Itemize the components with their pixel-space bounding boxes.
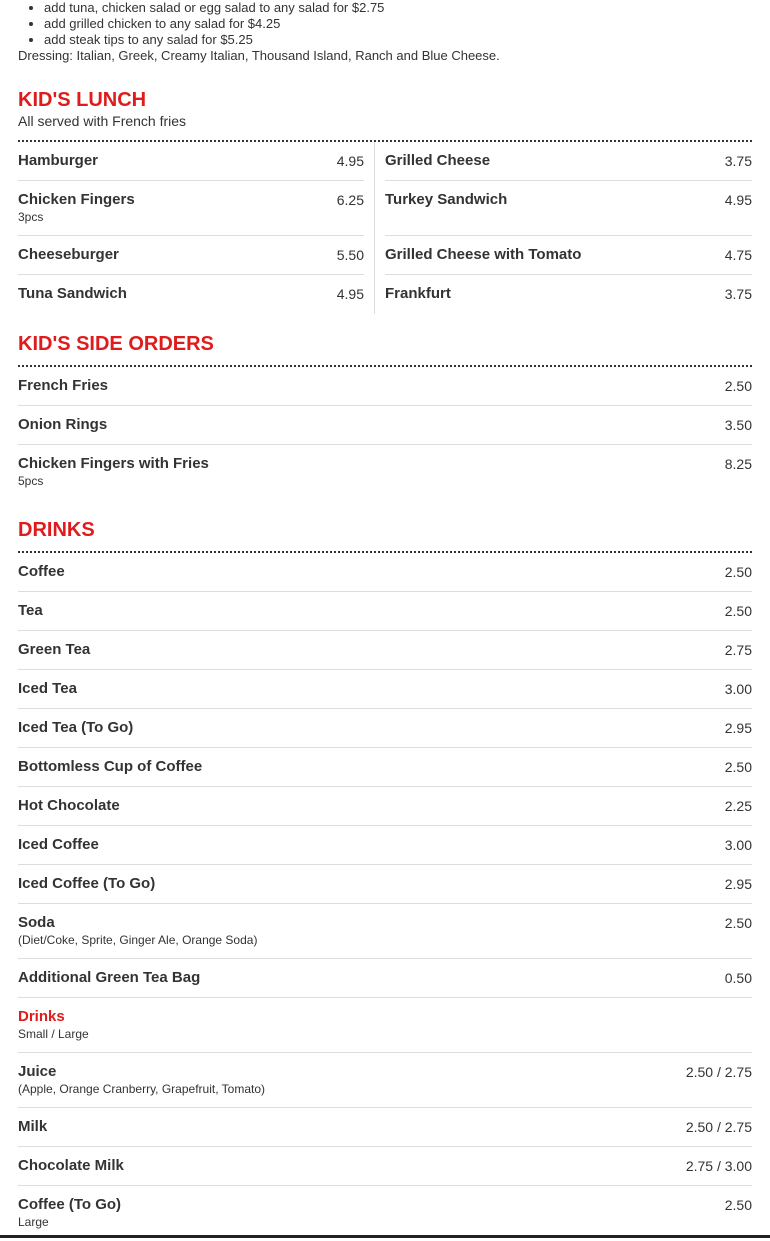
item-description: (Apple, Orange Cranberry, Grapefruit, Tomato): [18, 1082, 265, 1096]
item-name: Iced Tea: [18, 680, 77, 697]
menu-item: [18, 406, 752, 445]
menu-item: [18, 826, 752, 865]
item-description: 5pcs: [18, 474, 44, 488]
addon-item: • add steak tips to any salad for $5.25: [44, 32, 752, 48]
salad-addons-list: [18, 0, 752, 48]
menu-item: [18, 367, 752, 406]
menu-item: [18, 670, 752, 709]
drinks-subheading: [18, 998, 752, 1053]
item-description: (Diet/Coke, Sprite, Ginger Ale, Orange Soda): [18, 933, 258, 947]
kids-lunch-right-column: [375, 142, 752, 314]
item-name: Milk: [18, 1118, 48, 1135]
menu-item: [18, 142, 364, 181]
item-name: Soda: [18, 914, 55, 931]
item-price: 4.75: [724, 247, 752, 263]
section-title: KID'S SIDE ORDERS: [18, 333, 214, 355]
item-name: Onion Rings: [18, 416, 108, 433]
item-price: 4.95: [336, 286, 364, 302]
menu-item: [385, 236, 752, 275]
item-price: 3.75: [724, 153, 752, 169]
item-price: 0.50: [724, 970, 752, 986]
item-name: Cheeseburger: [18, 246, 119, 263]
item-name: Iced Coffee (To Go): [18, 875, 156, 892]
item-name: Frankfurt: [385, 285, 451, 302]
menu-item: [18, 1147, 752, 1186]
item-price: 8.25: [724, 456, 752, 472]
menu-item: [18, 553, 752, 592]
menu-item: [18, 592, 752, 631]
subheading-title: Drinks: [18, 1008, 65, 1025]
item-name: Hot Chocolate: [18, 797, 120, 814]
menu-item: [385, 275, 752, 314]
menu-item: [18, 709, 752, 748]
drinks-section: [18, 518, 752, 1241]
item-name: Tuna Sandwich: [18, 285, 127, 302]
kids-lunch-section: [18, 88, 752, 314]
menu-page: [18, 0, 752, 1241]
item-name: Coffee (To Go): [18, 1196, 122, 1213]
item-description: 3pcs: [18, 210, 44, 224]
item-price: 3.75: [724, 286, 752, 302]
item-price: 2.50: [724, 603, 752, 619]
menu-item: [18, 631, 752, 670]
item-name: Iced Tea (To Go): [18, 719, 134, 736]
kids-lunch-left-column: [18, 142, 375, 314]
item-name: Hamburger: [18, 152, 99, 169]
item-name: Green Tea: [18, 641, 91, 658]
item-name: Tea: [18, 602, 43, 619]
item-name: Grilled Cheese with Tomato: [385, 246, 582, 263]
item-price: 3.50: [724, 417, 752, 433]
section-title: DRINKS: [18, 519, 95, 541]
menu-item: [18, 1186, 752, 1241]
item-name: French Fries: [18, 377, 109, 394]
item-price: 3.00: [724, 837, 752, 853]
item-price: 2.50: [724, 915, 752, 931]
addon-item: • add tuna, chicken salad or egg salad to any salad for $2.75: [44, 0, 752, 16]
subheading-sizes: Small / Large: [18, 1027, 89, 1041]
item-price: 2.50: [724, 1197, 752, 1213]
item-price: 2.75 / 3.00: [685, 1158, 752, 1174]
item-price: 4.95: [724, 192, 752, 208]
item-price: 2.95: [724, 720, 752, 736]
item-name: Chicken Fingers with Fries: [18, 455, 209, 472]
item-price: 2.25: [724, 798, 752, 814]
item-price: 2.95: [724, 876, 752, 892]
item-price: 4.95: [336, 153, 364, 169]
menu-item: [18, 275, 364, 314]
menu-item: [18, 1108, 752, 1147]
menu-item: [385, 181, 752, 236]
menu-item: [18, 904, 752, 959]
item-name: Grilled Cheese: [385, 152, 491, 169]
menu-item: [18, 1053, 752, 1108]
item-name: Chicken Fingers: [18, 191, 135, 208]
item-name: Turkey Sandwich: [385, 191, 508, 208]
item-name: Iced Coffee: [18, 836, 99, 853]
item-name: Coffee: [18, 563, 65, 580]
item-price: 2.50: [724, 564, 752, 580]
menu-item: [18, 865, 752, 904]
item-price: 2.50 / 2.75: [685, 1064, 752, 1080]
item-price: 6.25: [336, 192, 364, 208]
menu-item: [385, 142, 752, 181]
addon-item: • add grilled chicken to any salad for $4.25: [44, 16, 752, 32]
menu-item: [18, 787, 752, 826]
dressing-note: Dressing: Italian, Greek, Creamy Italian, Thousand Island, Ranch and Blue Cheese.: [18, 48, 500, 63]
kids-lunch-columns: [18, 142, 752, 314]
item-price: 3.00: [724, 681, 752, 697]
item-price: 2.75: [724, 642, 752, 658]
menu-item: [18, 181, 364, 236]
menu-item: [18, 959, 752, 998]
item-price: 5.50: [336, 247, 364, 263]
item-price: 2.50: [724, 378, 752, 394]
item-name: Chocolate Milk: [18, 1157, 124, 1174]
section-subtitle: All served with French fries: [18, 113, 187, 129]
item-description: Large: [18, 1215, 49, 1229]
item-price: 2.50 / 2.75: [685, 1119, 752, 1135]
menu-item: [18, 236, 364, 275]
menu-item: [18, 748, 752, 787]
menu-item: [18, 445, 752, 500]
item-price: 2.50: [724, 759, 752, 775]
item-name: Bottomless Cup of Coffee: [18, 758, 203, 775]
section-title: KID'S LUNCH: [18, 89, 147, 111]
item-name: Additional Green Tea Bag: [18, 969, 201, 986]
item-name: Juice: [18, 1063, 57, 1080]
kids-sides-section: [18, 332, 752, 500]
